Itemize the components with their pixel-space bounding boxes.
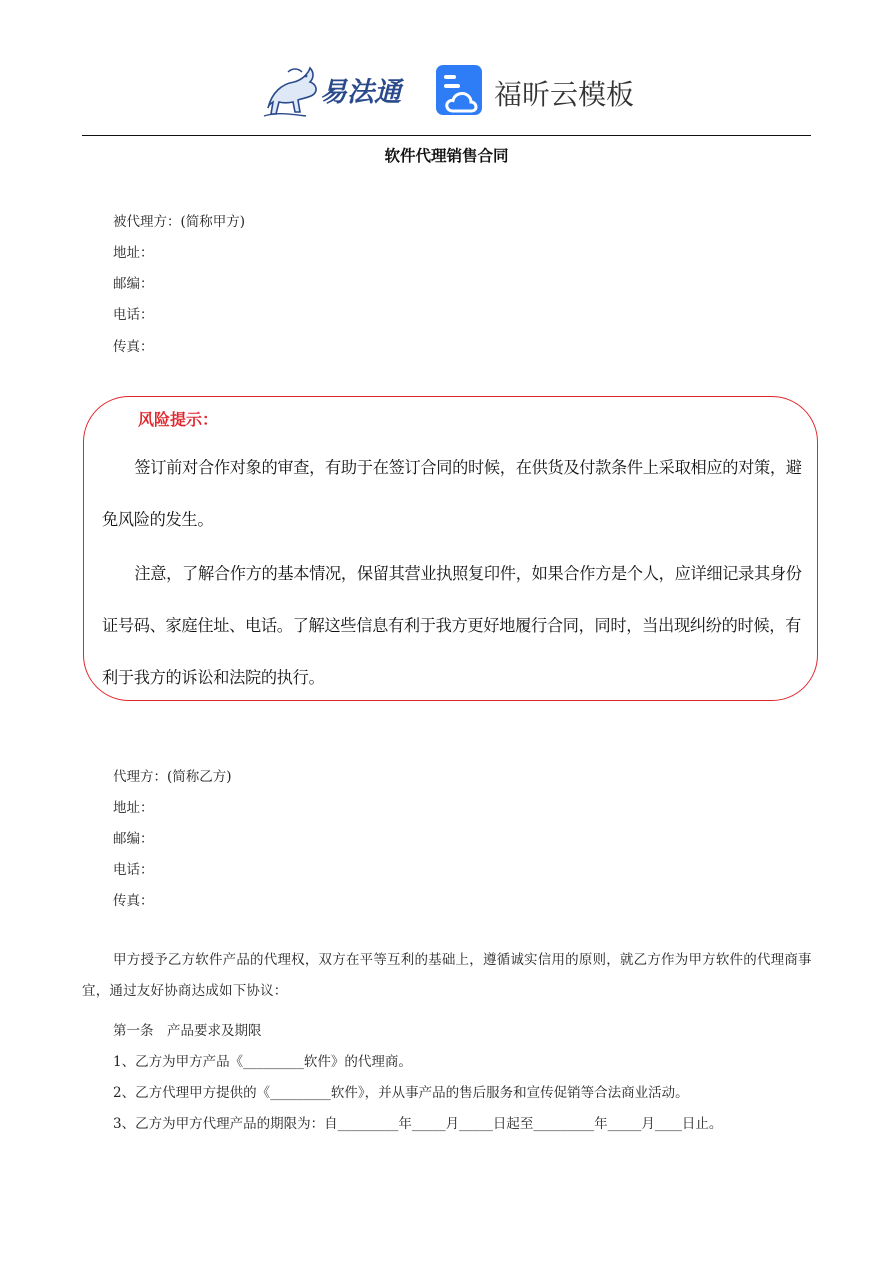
party-b-fax: 传真：	[113, 893, 154, 909]
clause-2: 2、乙方代理甲方提供的《_________软件》，并从事产品的售后服务和宣传促销等合法商业活动。	[113, 1085, 689, 1101]
risk-warning-title: 风险提示：	[138, 410, 219, 429]
party-a-phone: 电话：	[113, 307, 154, 323]
clause-1: 1、乙方为甲方产品《_________软件》的代理商。	[113, 1054, 412, 1070]
party-a-name: 被代理方：(简称甲方)	[113, 214, 246, 230]
logo-right-text: 福昕云模板	[494, 78, 635, 111]
party-b-phone: 电话：	[113, 862, 154, 878]
party-b-postcode: 邮编：	[113, 831, 154, 847]
risk-warning-paragraph-2: 注意，了解合作方的基本情况，保留其营业执照复印件，如果合作方是个人，应详细记录其身份证号码、家庭住址、电话。了解这些信息有利于我方更好地履行合同，同时，当出现纠纷的时候，有利于我方的诉讼和法院的执行。	[102, 564, 802, 687]
document-title: 软件代理销售合同	[384, 147, 509, 165]
risk-warning-paragraph-1: 签订前对合作对象的审查，有助于在签订合同的时候，在供货及付款条件上采取相应的对策，避免风险的发生。	[102, 458, 802, 529]
logo-left-text: 易法通	[320, 77, 401, 108]
header	[0, 58, 893, 124]
document-cloud-icon	[436, 65, 484, 117]
risk-warning-box	[83, 396, 818, 701]
party-b-name: 代理方：(简称乙方)	[113, 769, 232, 785]
intro-paragraph: 甲方授予乙方软件产品的代理权，双方在平等互利的基础上，遵循诚实信用的原则，就乙方作为甲方软件的代理商事宜，通过友好协商达成如下协议：	[82, 952, 812, 999]
article-1-title: 第一条 产品要求及期限	[113, 1023, 262, 1039]
party-b-address: 地址：	[113, 800, 154, 816]
clause-3: 3、乙方为甲方代理产品的期限为：自_________年_____月_____日起至_________年_____月____日止。	[113, 1116, 723, 1132]
yifatong-logo	[262, 62, 410, 120]
party-a-postcode: 邮编：	[113, 276, 154, 292]
party-a-address: 地址：	[113, 245, 154, 261]
party-a-fax: 传真：	[113, 339, 154, 355]
qilin-logo-icon	[262, 62, 322, 120]
header-divider	[82, 135, 811, 136]
